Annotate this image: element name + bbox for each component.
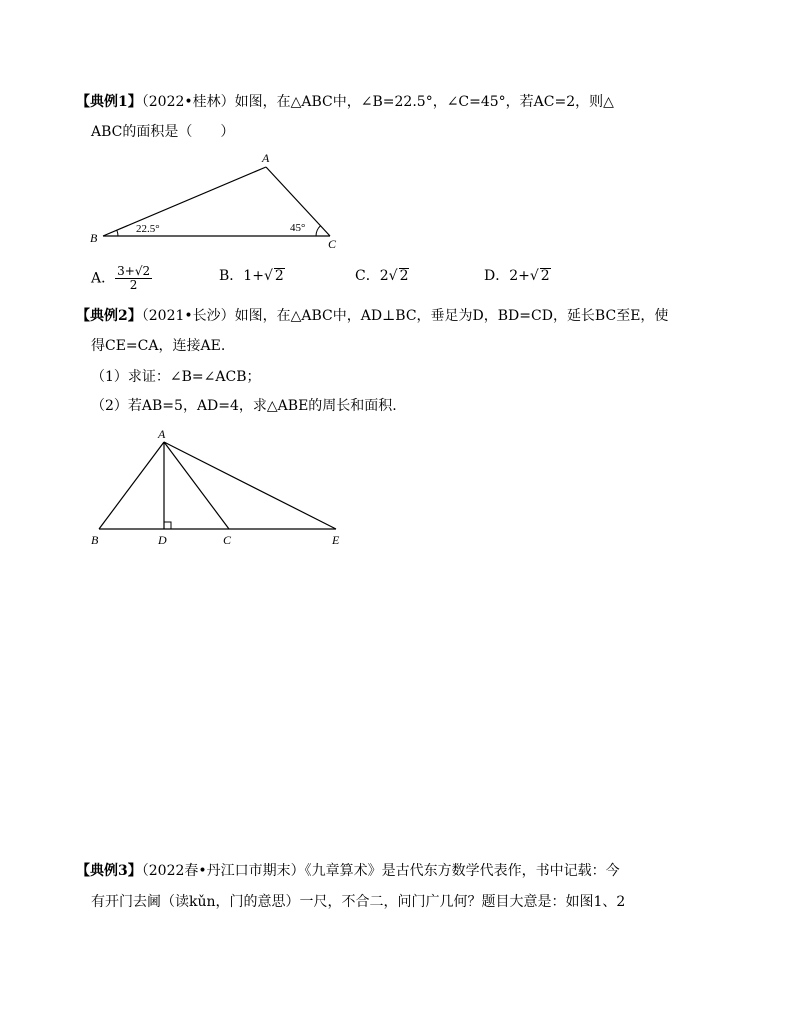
vertex-d-label: D bbox=[158, 533, 167, 547]
vertex-b-label: B bbox=[90, 231, 98, 245]
option-b[interactable] bbox=[219, 265, 285, 285]
example-2-triangle-figure bbox=[84, 422, 364, 552]
example-1-heading bbox=[76, 92, 614, 112]
example-3-tag: 【典例3】 bbox=[76, 863, 142, 879]
option-d[interactable] bbox=[484, 265, 551, 285]
example-3-line-2: 有开门去阃（读kǔn，门的意思）一尺，不合二，问门广几何？题目大意是：如图1、2 bbox=[91, 894, 626, 910]
option-a[interactable] bbox=[91, 265, 152, 292]
angle-c-arc bbox=[316, 226, 321, 236]
option-a-denominator: 2 bbox=[129, 278, 138, 292]
example-3-line-1: （2022春•丹江口市期末）《九章算术》是古代东方数学代表作，书中记载：今 bbox=[141, 863, 620, 879]
option-b-prefix: 1+ bbox=[243, 268, 264, 284]
option-c-radical-sign: √ bbox=[388, 268, 398, 284]
option-c-label: C． bbox=[355, 268, 380, 284]
option-d-radical-sign: √ bbox=[529, 268, 539, 284]
example-1-line-1: （2022•桂林）如图，在△ABC中，∠B=22.5°，∠C=45°，若AC=2，则△ bbox=[141, 94, 614, 110]
angle-b-arc bbox=[117, 230, 118, 236]
example-1-line-2: ABC的面积是（ ） bbox=[91, 124, 235, 140]
option-c-radicand: 2 bbox=[399, 268, 409, 284]
angle-b-label: 22.5° bbox=[136, 223, 160, 235]
segment-ae bbox=[164, 442, 336, 529]
segment-ac bbox=[164, 442, 229, 529]
right-angle-marker bbox=[164, 522, 171, 529]
angle-c-label: 45° bbox=[290, 222, 306, 234]
option-a-fraction bbox=[115, 265, 152, 292]
vertex-c-label: C bbox=[223, 533, 232, 547]
option-c-prefix: 2 bbox=[379, 268, 389, 284]
vertex-c-label: C bbox=[328, 237, 337, 251]
vertex-a-label: A bbox=[262, 151, 270, 165]
option-d-radicand: 2 bbox=[540, 268, 550, 284]
example-2-line-1: （2021•长沙）如图，在△ABC中，AD⊥BC，垂足为D，BD=CD，延长BC至E，使 bbox=[141, 308, 669, 324]
example-2-heading bbox=[76, 306, 668, 326]
option-b-radical-sign: √ bbox=[263, 268, 273, 284]
example-2-question-1: （1）求证：∠B=∠ACB； bbox=[91, 369, 261, 385]
segment-ba bbox=[103, 167, 266, 236]
example-2-question-2: （2）若AB=5，AD=4，求△ABE的周长和面积. bbox=[91, 398, 397, 414]
example-1-triangle-figure bbox=[80, 145, 360, 255]
option-a-numerator: 3+√2 bbox=[117, 264, 151, 278]
option-d-prefix: 2+ bbox=[509, 268, 530, 284]
vertex-e-label: E bbox=[332, 533, 340, 547]
vertex-a-label: A bbox=[158, 427, 166, 441]
segment-ba bbox=[99, 442, 164, 529]
example-2-line-2: 得CE=CA，连接AE. bbox=[91, 338, 226, 354]
option-a-label: A． bbox=[91, 270, 116, 287]
example-3-heading bbox=[76, 861, 620, 881]
vertex-b-label: B bbox=[91, 533, 99, 547]
example-2-tag: 【典例2】 bbox=[76, 308, 142, 324]
example-1-tag: 【典例1】 bbox=[76, 94, 142, 110]
option-c[interactable] bbox=[355, 265, 409, 285]
option-d-label: D． bbox=[484, 268, 510, 284]
option-b-label: B． bbox=[219, 268, 244, 284]
option-b-radicand: 2 bbox=[274, 268, 284, 284]
